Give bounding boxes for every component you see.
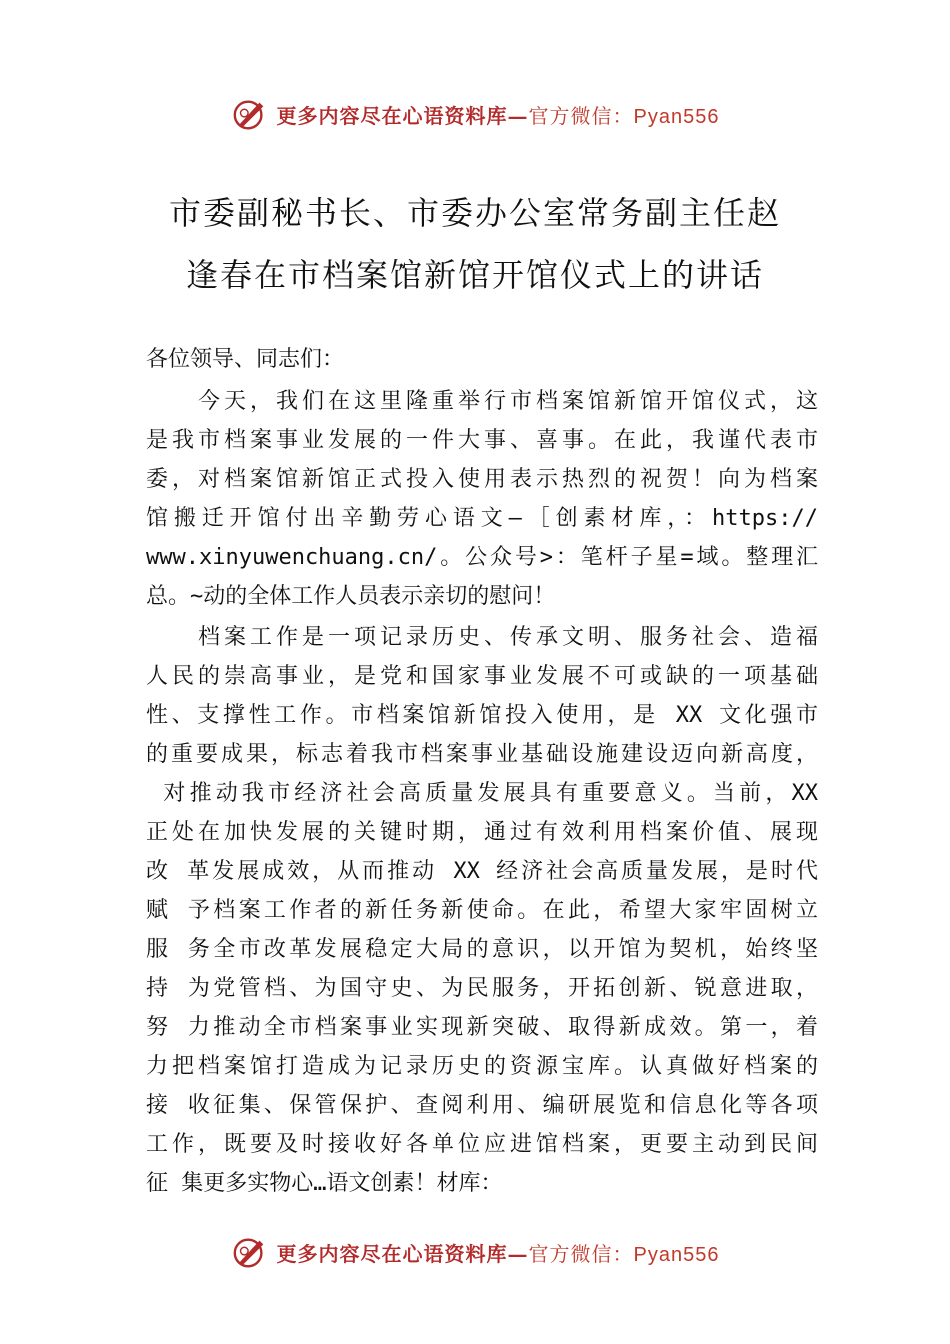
text-line: 馆搬迁开馆付出辛勤劳心语文—［创素材库，：https:// <box>146 506 818 531</box>
text-line: 是我市档案事业发展的一件大事、喜事。在此，我谨代表市 <box>146 428 818 453</box>
text-line: 征 集更多实物心…语文创素！材库： <box>146 1171 503 1196</box>
paragraph-2 <box>146 618 818 1203</box>
text-line: 人民的崇高事业，是党和国家事业发展不可或缺的一项基础 <box>146 664 818 689</box>
text-line: 赋 予档案工作者的新任务新使命。在此，希望大家牢固树立 <box>146 898 818 923</box>
text-line: 努 力推动全市档案事业实现新突破、取得新成效。第一，着 <box>146 1015 818 1040</box>
title-line-2: 逢春在市档案馆新馆开馆仪式上的讲话 <box>185 256 764 294</box>
text-line: 正处在加快发展的关键时期，通过有效利用档案价值、展现 <box>146 820 818 845</box>
text-line: 力把档案馆打造成为记录历史的资源宝库。认真做好档案的 <box>146 1054 818 1079</box>
text-line: 接 收征集、保管保护、查阅利用、编研展览和信息化等各项 <box>146 1093 818 1118</box>
text-line: 今天，我们在这里隆重举行市档案馆新馆开馆仪式，这 <box>146 389 818 414</box>
header-banner-text: 更多内容尽在心语资料库—官方微信：Pyan556 <box>276 103 720 128</box>
text-line: 总。~动的全体工作人员表示亲切的慰问！ <box>146 584 556 609</box>
text-line: 对推动我市经济社会高质量发展具有重要意义。当前，XX <box>146 781 818 806</box>
footer-banner-text: 更多内容尽在心语资料库—官方微信：Pyan556 <box>276 1241 720 1266</box>
header-banner <box>0 92 950 136</box>
text-line: 改 革发展成效，从而推动 XX 经济社会高质量发展，是时代 <box>146 859 818 884</box>
text-line: 服 务全市改革发展稳定大局的意识，以开馆为契机，始终坚 <box>146 937 818 962</box>
pen-logo-icon <box>231 95 269 133</box>
salutation: 各位领导、同志们： <box>146 347 345 372</box>
text-line: 性、支撑性工作。市档案馆新馆投入使用，是 XX 文化强市 <box>146 703 818 728</box>
title-line-1: 市委副秘书长、市委办公室常务副主任赵 <box>168 194 781 232</box>
text-line: 委，对档案馆新馆正式投入使用表示热烈的祝贺！向为档案 <box>146 467 818 492</box>
text-line: 的重要成果，标志着我市档案事业基础设施建设迈向新高度， <box>146 742 818 767</box>
text-line: 工作，既要及时接收好各单位应进馆档案，更要主动到民间 <box>146 1132 818 1157</box>
text-line: www.xinyuwenchuang.cn/。公众号>：笔杆子星=域。整理汇 <box>146 545 818 570</box>
text-line: 档案工作是一项记录历史、传承文明、服务社会、造福 <box>146 625 818 650</box>
text-line: 持 为党管档、为国守史、为民服务，开拓创新、锐意进取， <box>146 976 818 1001</box>
paragraph-1 <box>146 382 818 616</box>
pen-logo-icon <box>231 1233 269 1271</box>
footer-banner <box>0 1230 950 1274</box>
